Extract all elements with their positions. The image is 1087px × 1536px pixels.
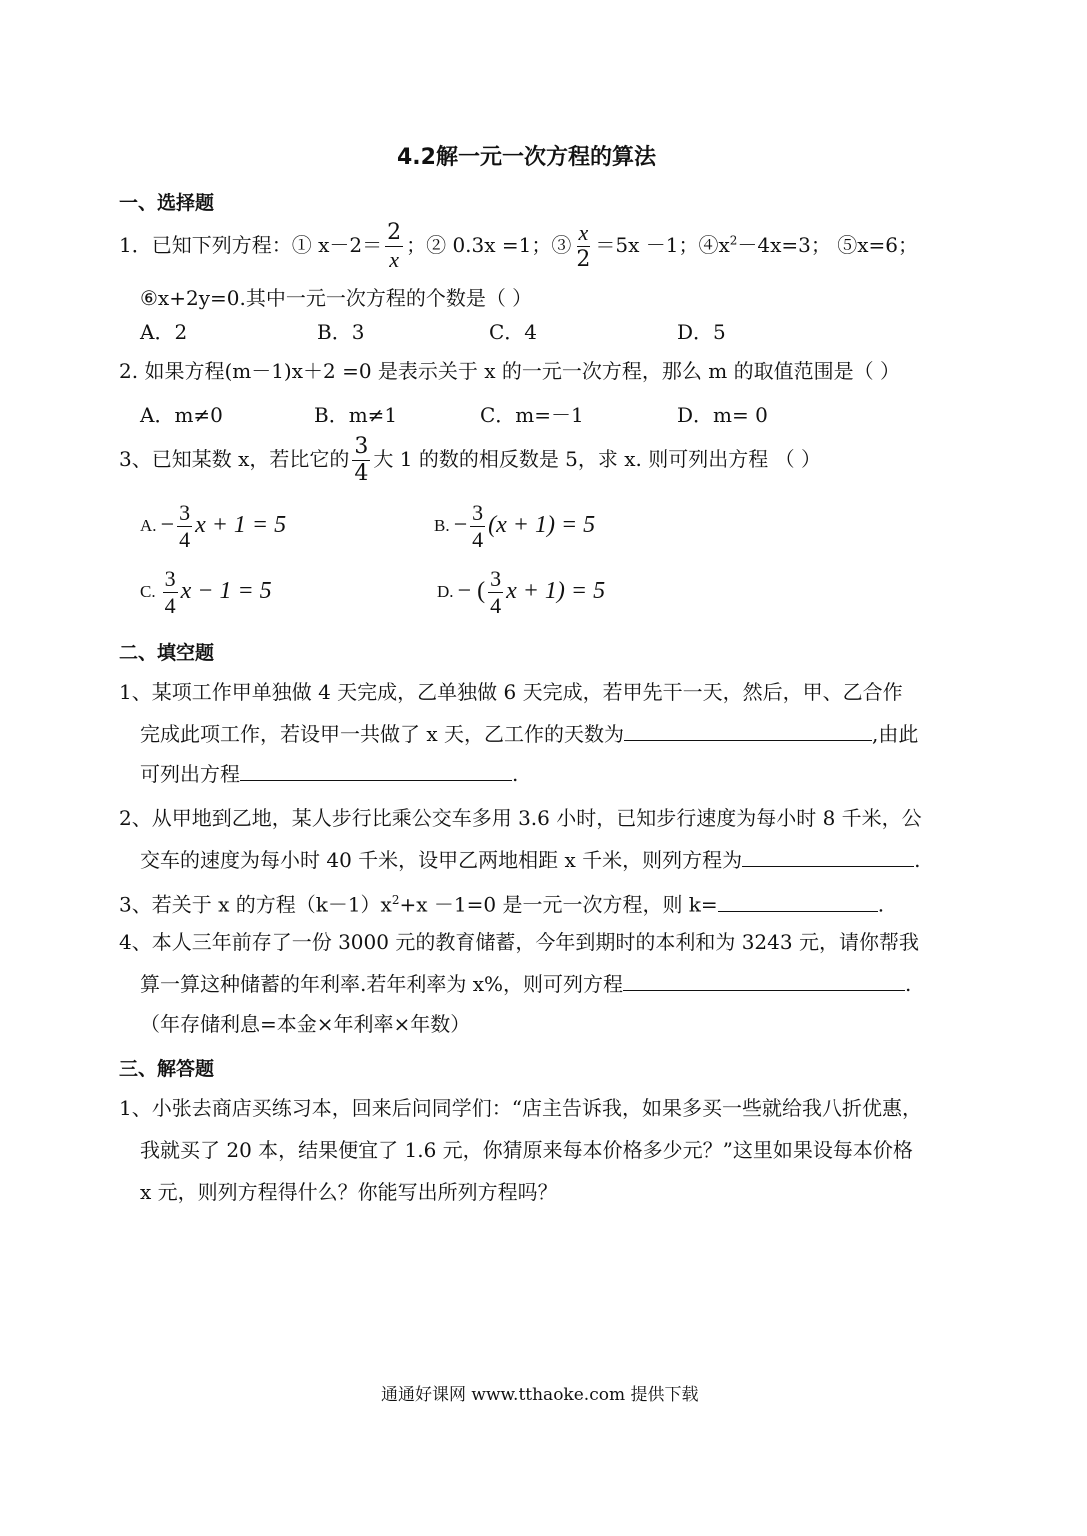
option-label: D. [437,582,454,602]
q3-option-c [140,561,272,622]
fraction-3-over-4 [352,436,370,485]
option-prefix: − [453,512,468,538]
fill-1-line-2 [140,720,918,748]
fraction [177,499,192,552]
fraction-denominator: 4 [179,526,191,552]
answer-blank[interactable] [742,846,914,867]
q1-option-c: C．4 [489,320,538,344]
q1-tail-b: －4x=3； ⑤x=6； [737,233,919,257]
q1-lead: 1．已知下列方程：① x－2＝ [119,233,383,257]
fill-4-text: 算一算这种储蓄的年利率.若年利率为 x%，则可列方程 [140,972,623,996]
fill-3-text: +x －1=0 是一元一次方程，则 k= [399,892,718,917]
fill-4-line-2 [140,970,911,998]
answer-1-line-2: 我就买了 20 本，结果便宜了 1.6 元，你猜原来每本价格多少元？”这里如果设每本价格 [140,1138,913,1162]
fill-3-text: 3、若关于 x 的方程（k－1）x [119,892,392,917]
fraction [163,565,178,618]
q1-option-b: B．3 [317,320,365,344]
fill-4-text-end: . [905,972,912,996]
fraction-numerator: x [578,220,589,245]
fill-2-line-2 [140,846,921,874]
fill-2-line-1: 2、从甲地到乙地，某人步行比乘公交车多用 3.6 小时，已知步行速度为每小时 8 千米，公 [119,806,922,830]
option-label: C. [140,582,156,602]
page-title: 4.2解一元一次方程的算法 [397,145,656,170]
answer-blank[interactable] [718,891,878,912]
fraction [488,565,503,618]
question-2: 2. 如果方程(m－1)x＋2 =0 是表示关于 x 的一元一次方程，那么 m 的取值范围是（ ） [119,359,900,383]
fraction-numerator: 3 [179,499,191,525]
fraction-numerator: 3 [490,565,502,591]
fill-2-text: 交车的速度为每小时 40 千米，设甲乙两地相距 x 千米，则列方程为 [140,848,743,872]
option-expression: x + 1 = 5 [195,512,287,538]
fraction-denominator: 4 [354,461,369,486]
q3-option-d [437,561,605,622]
q1-mid: ；② 0.3x =1；③ [406,233,572,257]
fill-2-text-end: . [914,848,921,872]
fraction-denominator: 2 [576,247,591,272]
question-1-line-1 [119,222,918,271]
q2-option-a: A．m≠0 [140,403,223,427]
fraction-denominator: x [389,247,399,272]
fraction [470,499,485,552]
answer-blank[interactable] [240,760,512,781]
q1-tail-a: ＝5x －1；④x [595,233,730,257]
fill-1-line-3 [140,760,518,788]
option-prefix: − ( [457,578,486,604]
fraction-numerator: 3 [164,565,176,591]
fill-1-line-1: 1、某项工作甲单独做 4 天完成，乙单独做 6 天完成，若甲先干一天，然后，甲、乙合作 [119,680,903,704]
answer-1-line-1: 1、小张去商店买练习本，回来后问同学们：“店主告诉我，如果多买一些就给我八折优惠， [119,1096,922,1120]
fill-1-text-end: . [512,762,519,786]
fraction-denominator: 4 [490,592,502,618]
fill-4-line-3: （年存储利息=本金×年利率×年数） [140,1012,471,1036]
answer-blank[interactable] [623,970,905,991]
fill-4-line-1: 4、本人三年前存了一份 3000 元的教育储蓄，今年到期时的本利和为 3243 元，请你帮我 [119,930,919,954]
fill-3 [119,886,884,919]
section-heading-choice: 一、选择题 [119,192,215,214]
option-label: B. [434,516,450,536]
fill-1-text-end: ,由此 [872,722,919,746]
fraction-denominator: 4 [164,592,176,618]
section-heading-answer: 三、解答题 [119,1058,215,1080]
option-expression: x − 1 = 5 [180,578,272,604]
q1-option-d: D．5 [677,320,726,344]
fill-3-text-end: . [877,892,885,917]
fraction-numerator: 3 [472,499,484,525]
option-expression: x + 1) = 5 [506,578,606,604]
fraction-2-over-x [385,222,403,271]
q3-tail: 大 1 的数的相反数是 5，求 x. 则可列出方程 （ ） [373,447,821,471]
q2-option-d: D．m= 0 [677,403,768,427]
fraction-numerator: 3 [354,434,369,459]
question-3 [119,436,821,485]
option-expression: (x + 1) = 5 [488,512,596,538]
fraction-numerator: 2 [387,220,402,245]
question-1-line-2: ⑥x+2y=0.其中一元一次方程的个数是（ ） [140,286,533,310]
answer-1-line-3: x 元，则列方程得什么？你能写出所列方程吗？ [140,1180,558,1204]
q3-option-b [434,495,595,556]
fill-1-text: 可列出方程 [140,762,240,786]
answer-blank[interactable] [624,720,872,741]
q3-option-a [140,495,286,556]
q3-lead: 3、已知某数 x，若比它的 [119,447,350,471]
superscript: 2 [729,233,738,248]
page-footer: 通通好课网 www.tthaoke.com 提供下载 [381,1385,699,1405]
fraction-denominator: 4 [472,526,484,552]
q2-option-c: C．m=－1 [480,403,584,427]
q2-option-b: B．m≠1 [314,403,398,427]
superscript: 2 [391,893,400,907]
q1-option-a: A．2 [140,320,188,344]
fraction-x-over-2 [574,222,592,271]
option-prefix: − [160,512,175,538]
fill-1-text: 完成此项工作，若设甲一共做了 x 天，乙工作的天数为 [140,722,624,746]
section-heading-fill: 二、填空题 [119,642,215,664]
option-label: A. [140,516,157,536]
